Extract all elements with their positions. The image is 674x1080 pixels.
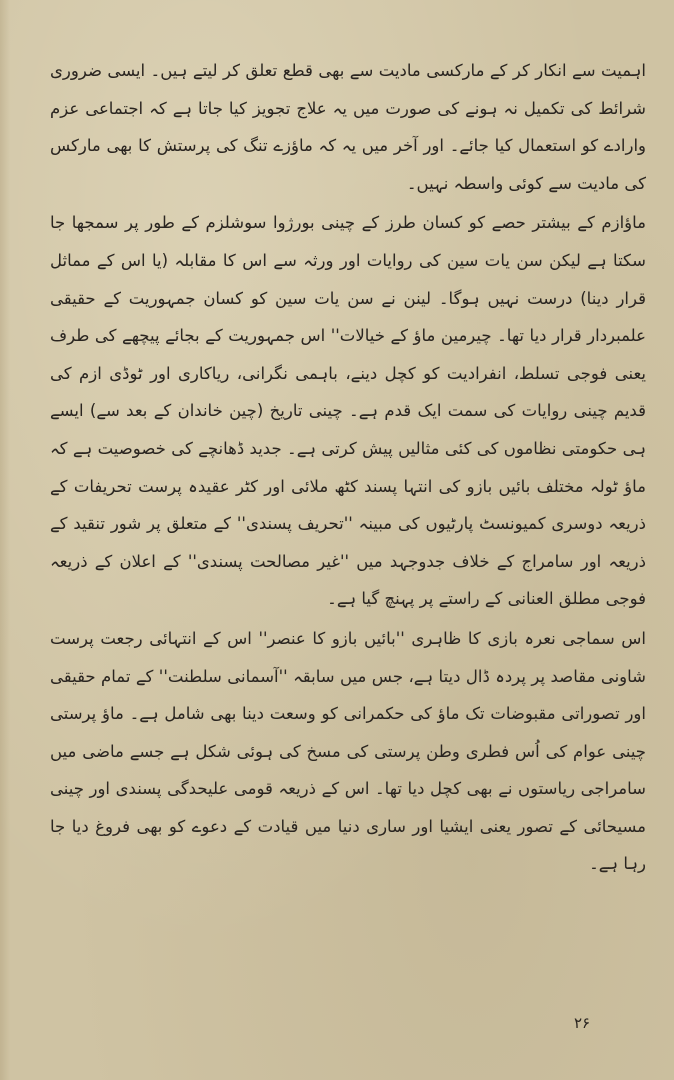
body-text xyxy=(50,52,646,883)
paragraph-2: ماؤازم کے بیشتر حصے کو کسان طرز کے چینی بورژوا سوشلزم کے طور پر سمجھا جا سکتا ہے لیکن سن یات سین کی روایات اور ورثہ سے اس کا مقابلہ (یا اس کے مماثل قرار دینا) درست نہیں ہوگا۔ لینن نے سن یات سین کو کسان جمہوریت کے حقیقی علمبردار قرار دیا تھا۔ چیرمین ماؤ کے خیالات'' اس جمہوریت کے بجائے پیچھے کی طرف یعنی فوجی تسلط، انفرادیت کو کچل دینے، باہمی نگرانی، ریاکاری اور ٹوڈی ازم کی قدیم چینی روایات کی سمت ایک قدم ہے۔ چینی تاریخ (چین خاندان کے بعد سے) ایسے ہی حکومتی نظاموں کی کئی مثالیں پیش کرتی ہے۔ جدید ڈھانچے کی خصوصیت ہے کہ ماؤ ٹولہ مختلف بائیں بازو کی انتہا پسند کٹھ ملائی اور کٹر عقیدہ پرست تحریفات کے ذریعہ دوسری کمیونسٹ پارٹیوں کی مبینہ ''تحریف پسندی'' کے متعلق پر شور تنقید کے ذریعہ اور سامراج کے خلاف جدوجہد میں ''غیر مصالحت پسندی'' کے اعلان کے ذریعہ فوجی مطلق العنانی کے راستے پر پہنچ گیا ہے۔ xyxy=(50,213,646,609)
paragraph-1: اہمیت سے انکار کر کے مارکسی مادیت سے بھی قطع تعلق کر لیتے ہیں۔ ایسی ضروری شرائط کی تکمیل نہ ہونے کی صورت میں یہ علاج تجویز کیا جاتا ہے کہ اجتماعی عزم وارادے کو استعمال کیا جائے۔ اور آخر میں یہ کہ ماؤزے تنگ کی پرستش کا بھی مارکس کی مادیت سے کوئی واسطہ نہیں۔ xyxy=(50,61,646,193)
page-number: ۲۶ xyxy=(573,1014,591,1032)
paragraph-3: اس سماجی نعرہ بازی کا ظاہری ''بائیں بازو کا عنصر'' اس کے انتہائی رجعت پرست شاونی مقاصد پر پردہ ڈال دیتا ہے، جس میں سابقہ ''آسمانی سلطنت'' کے تمام حقیقی اور تصوراتی مقبوضات تک ماؤ کی حکمرانی کو وسعت دینا بھی شامل ہے۔ ماؤ پرستی چینی عوام کی اُس فطری وطن پرستی کی مسخ کی ہوئی شکل ہے جسے ماضی میں سامراجی ریاستوں نے بھی کچل دیا تھا۔ اس کے ذریعہ قومی علیحدگی پسندی اور چینی مسیحائی کے تصور یعنی ایشیا اور ساری دنیا میں قیادت کے دعوے کو بھی فروغ دیا جا رہا ہے۔ xyxy=(50,628,646,874)
page-edge-shadow xyxy=(0,0,10,1080)
